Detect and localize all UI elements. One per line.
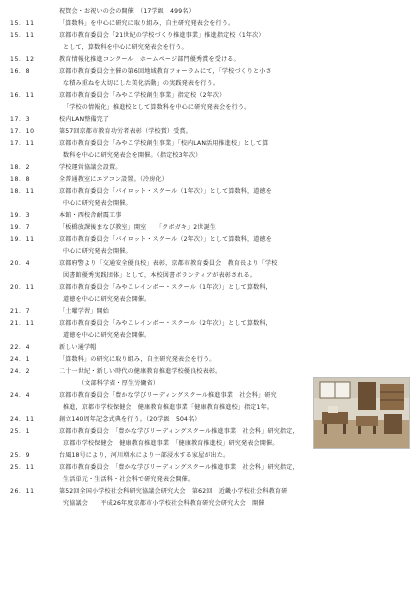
entry-text: として，算数科を中心に研究発表会を行う。: [63, 44, 188, 51]
entry-date: 25．1: [10, 428, 31, 435]
timeline-row: [0, 306, 420, 318]
entry-text: 推進，京都市学校保健会 健康教育推進事業「健康教育推進校」指定1年。: [63, 404, 274, 411]
entry-text: 京都市教育委員会「21世紀の学校づくり推進事業」推進指定校（1年次）: [59, 32, 265, 39]
entry-text: 京都市教育委員会「パイロット・スクール（1年次）」として算数科，道徳を: [59, 188, 273, 195]
classroom-photo: [313, 377, 410, 449]
entry-text: 中心に研究発表会開催。: [63, 248, 132, 255]
timeline-row: [0, 54, 420, 66]
timeline-row: [0, 6, 420, 18]
entry-text: 京都市教育委員会「みやこレインボー・スクール（2年次）」として算数科，: [59, 320, 272, 327]
timeline-row: [0, 18, 420, 30]
entry-text: （文部科学省・厚生労働省）: [78, 380, 160, 387]
entry-text: 「土曜学習」開始: [59, 308, 109, 315]
entry-text: 京都市教育委員会「みやこレインボー・スクール（1年次）」として算数科，: [59, 284, 272, 291]
entry-date: 19．3: [10, 212, 31, 219]
entry-text: 「算数科」の研究に取り組み，自主研究発表会を行う。: [59, 356, 216, 363]
timeline-row: [0, 174, 420, 186]
entry-date: 24．11: [10, 416, 35, 423]
timeline-row: [0, 222, 420, 234]
entry-text: 京都市教育委員会「豊かな学びリーディングスクール推進事業 社会科」研究: [59, 392, 277, 399]
timeline-row: [0, 450, 420, 462]
timeline-row: [0, 90, 420, 102]
entry-text: な積み重ねを大切にした美化活動」の実践発表を行う。: [63, 80, 220, 87]
entry-date: 17．11: [10, 140, 35, 147]
entry-date: 26．11: [10, 488, 35, 495]
photo-image: [314, 378, 409, 448]
timeline-row: [0, 186, 420, 198]
timeline-row: [0, 462, 420, 474]
entry-date: 18．2: [10, 164, 31, 171]
entry-date: 15．11: [10, 20, 35, 27]
entry-date: 16．11: [10, 92, 35, 99]
entry-text: 「学校の情報化」推進校として算数科を中心に研究発表会を行う。: [63, 104, 251, 111]
timeline-row: [0, 126, 420, 138]
entry-text: 道徳を中心に研究発表会開催。: [63, 332, 151, 339]
entry-text: 創立140周年記念式典を行う。（20学級 504名）: [59, 416, 201, 423]
timeline-row: [0, 258, 420, 270]
entry-text: 京都市学校保健会 健康教育推進事業 「健康教育推進校」研究発表会開催。: [63, 440, 279, 447]
entry-date: 24．2: [10, 368, 31, 375]
timeline-row: [0, 294, 420, 306]
entry-text: 京都市教育委員会「みやこ学校創生事業」指定校（2年次）: [59, 92, 226, 99]
entry-date: 21．11: [10, 320, 35, 327]
entry-text: 京都市教育委員会「パイロット・スクール（2年次）」として算数科，道徳を: [59, 236, 273, 243]
timeline-row: [0, 162, 420, 174]
entry-date: 17．10: [10, 128, 35, 135]
timeline-row: [0, 42, 420, 54]
entry-date: 19．7: [10, 224, 31, 231]
entry-date: 18．11: [10, 188, 35, 195]
entry-text: 校内LAN整備完了: [59, 116, 110, 123]
timeline-row: [0, 102, 420, 114]
entry-text: 「板橋放課後まなび教室」開室 「クボガキ」2世誕生: [59, 224, 217, 231]
entry-text: 中心に研究発表会開催。: [63, 200, 132, 207]
entry-text: 学校運営協議会設置。: [59, 164, 122, 171]
timeline-row: [0, 78, 420, 90]
entry-text: 生活単元・生活科・社会科で研究発表会開催。: [63, 476, 195, 483]
entry-text: 京都市教育委員会 「豊かな学びリーディングスクール推進事業 社会科」研究指定，: [59, 428, 299, 435]
timeline-row: [0, 282, 420, 294]
entry-date: 19．11: [10, 236, 35, 243]
entry-text: 図書館優秀実践団体」として，本校図書ボランティアが表彰される。: [63, 272, 256, 279]
entry-date: 18．8: [10, 176, 31, 183]
entry-text: 「算数科」を中心に研究に取り組み，自主研究発表会を行う。: [59, 20, 235, 27]
timeline-row: [0, 270, 420, 282]
timeline-row: [0, 354, 420, 366]
entry-text: 本館・西校舎耐震工事: [59, 212, 122, 219]
timeline-row: [0, 474, 420, 486]
timeline-row: [0, 66, 420, 78]
entry-date: 25．9: [10, 452, 31, 459]
entry-text: 教育情報化推進コンクール ホームページ部門優秀賞を受ける。: [59, 56, 240, 63]
entry-text: 新しい通学帽: [59, 344, 97, 351]
entry-date: 25．11: [10, 464, 35, 471]
entry-date: 22．4: [10, 344, 31, 351]
timeline-row: [0, 138, 420, 150]
timeline-row: [0, 198, 420, 210]
entry-date: 17．3: [10, 116, 31, 123]
entry-text: 第57回京都市教育功労者表彰（学校賞）受賞。: [59, 128, 192, 135]
timeline-row: [0, 114, 420, 126]
entry-text: 道徳を中心に研究発表会開催。: [63, 296, 151, 303]
timeline-row: [0, 234, 420, 246]
timeline-row: [0, 30, 420, 42]
entry-date: 21．7: [10, 308, 31, 315]
timeline-row: [0, 246, 420, 258]
entry-text: 京都市教育委員会「みやこ学校創生事業」「校内LAN活用推進校」として算: [59, 140, 269, 147]
entry-text: 究協議会 平成26年度京都市小学校社会科教育研究会研究大会 開催: [63, 500, 265, 507]
entry-date: 24．1: [10, 356, 31, 363]
entry-date: 20．4: [10, 260, 31, 267]
timeline-row: [0, 318, 420, 330]
entry-text: 京都府警より「交通安全優良校」表彰，京都市教育委員会 教育長より「学校: [59, 260, 278, 267]
timeline-row: [0, 342, 420, 354]
timeline-row: [0, 210, 420, 222]
timeline-row: [0, 330, 420, 342]
entry-text: 数科を中心に研究発表会を開催。（指定校3年次）: [63, 152, 202, 159]
entry-date: 16．8: [10, 68, 31, 75]
entry-text: 台風18号により，河川増水により一部浸水する家屋が出た。: [59, 452, 230, 459]
entry-date: 24．4: [10, 392, 31, 399]
entry-text: 全普通教室にエアコン設置。（冷房化）: [59, 176, 169, 183]
entry-date: 15．12: [10, 56, 35, 63]
entry-date: 15．11: [10, 32, 35, 39]
entry-text: 京都市教育委員会主催の第6回地域教育フォーラムにて，「学校づくりと小さ: [59, 68, 272, 75]
entry-text: 祝賀会・お祝いの会の開催 （17学級 499名）: [59, 8, 195, 15]
entry-text: 京都市教育委員会 「豊かな学びリーディングスクール推進事業 社会科」研究指定，: [59, 464, 299, 471]
entry-date: 20．11: [10, 284, 35, 291]
entry-text: 第52回全国小学校社会科研究協議会研究大会 第62回 近畿小学校社会科教育研: [59, 488, 288, 495]
entry-text: 二十一世紀・新しい時代の健康教育推進学校優良校表彰。: [59, 368, 222, 375]
timeline-row: [0, 498, 420, 510]
timeline-row: [0, 150, 420, 162]
timeline-row: [0, 486, 420, 498]
